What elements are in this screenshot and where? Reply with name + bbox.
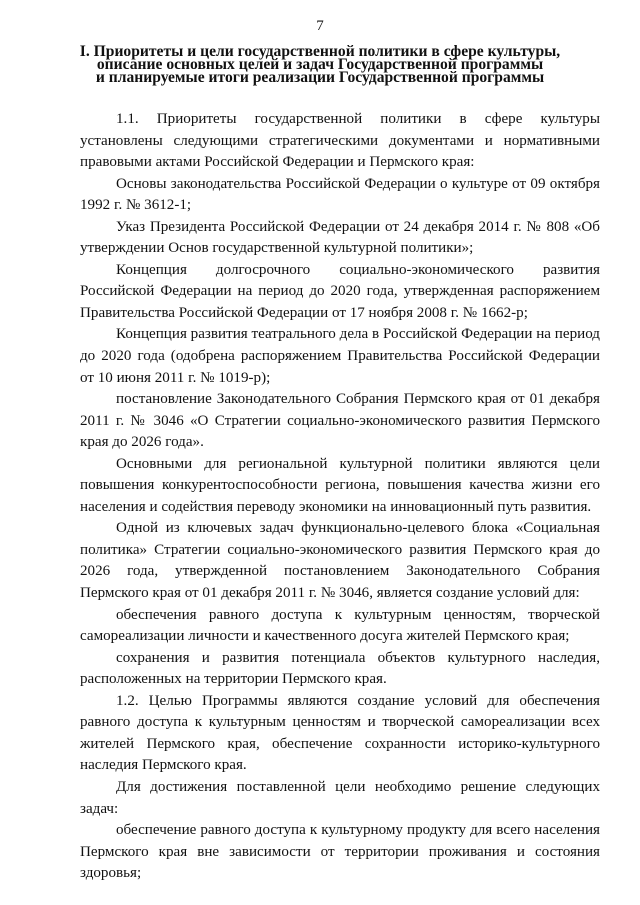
paragraph-task-access: обеспечение равного доступа к культурному продукту для всего населения Пермского края вне зависимости от территории проживания и состояния здоровья;: [80, 822, 600, 882]
paragraph-development-concept: Концепция долгосрочного социально-экономического развития Российской Федерации на период до 2020 года, утвержденная распоряжением Правительства Российской Федерации от 17 ноября 2008 г. № 1662-р;: [80, 261, 600, 321]
paragraph-theatre-concept: Концепция развития театрального дела в Российской Федерации на период до 2020 года (одобрена распоряжением Правительства Российской Федерации от 10 июня 2011 г. № 1019-р);: [80, 326, 600, 386]
paragraph-equal-access: обеспечения равного доступа к культурным ценностям, творческой самореализации личности и качественного досуга жителей Пермского края;: [80, 606, 600, 645]
section-title: [0, 45, 640, 84]
paragraph-culture-law: Основы законодательства Российской Федерации о культуре от 09 октября 1992 г. № 3612-1;: [80, 175, 600, 214]
section-title-line: I. Приоритеты и цели государственной политики в сфере культуры,: [79, 43, 561, 60]
paragraph-regional-goals: Основными для региональной культурной политики являются цели повышения конкурентоспособности региона, повышения качества жизни его населения и содействия переводу экономики на инновационный путь развития.: [80, 455, 600, 515]
document-body: [80, 109, 600, 885]
paragraph-presidential-decree: Указ Президента Российской Федерации от 24 декабря 2014 г. № 808 «Об утверждении Основ государственной культурной политики»;: [80, 218, 600, 257]
paragraph-strategy-resolution: постановление Законодательного Собрания Пермского края от 01 декабря 2011 г. № 3046 «О Стратегии социально-экономического развития Пермского края до 2026 года».: [80, 391, 600, 451]
paragraph-program-goal: 1.2. Целью Программы являются создание условий для обеспечения равного доступа к культурным ценностям и творческой самореализации всех жителей Пермского края, обеспечение сохранности историко-культурного наследия Пермского края.: [80, 692, 600, 774]
paragraph-key-tasks: Одной из ключевых задач функционально-целевого блока «Социальная политика» Стратегии социально-экономического развития Пермского края до 2026 года, утвержденной постановлением Законодательного Собрания Пермского края от 01 декабря 2011 г. № 3046, является создание условий для:: [80, 520, 600, 602]
section-title-line: описание основных целей и задач Государственной программы: [96, 56, 544, 73]
paragraph-priorities-intro: 1.1. Приоритеты государственной политики в сфере культуры установлены следующими стратегическими документами и нормативными правовыми актами Российской Федерации и Пермского края:: [80, 111, 600, 171]
paragraph-tasks-intro: Для достижения поставленной цели необходимо решение следующих задач:: [80, 778, 600, 817]
section-title-line: и планируемые итоги реализации Государственной программы: [95, 69, 545, 86]
paragraph-heritage: сохранения и развития потенциала объектов культурного наследия, расположенных на территории Пермского края.: [80, 649, 600, 688]
page-number: 7: [316, 18, 324, 34]
